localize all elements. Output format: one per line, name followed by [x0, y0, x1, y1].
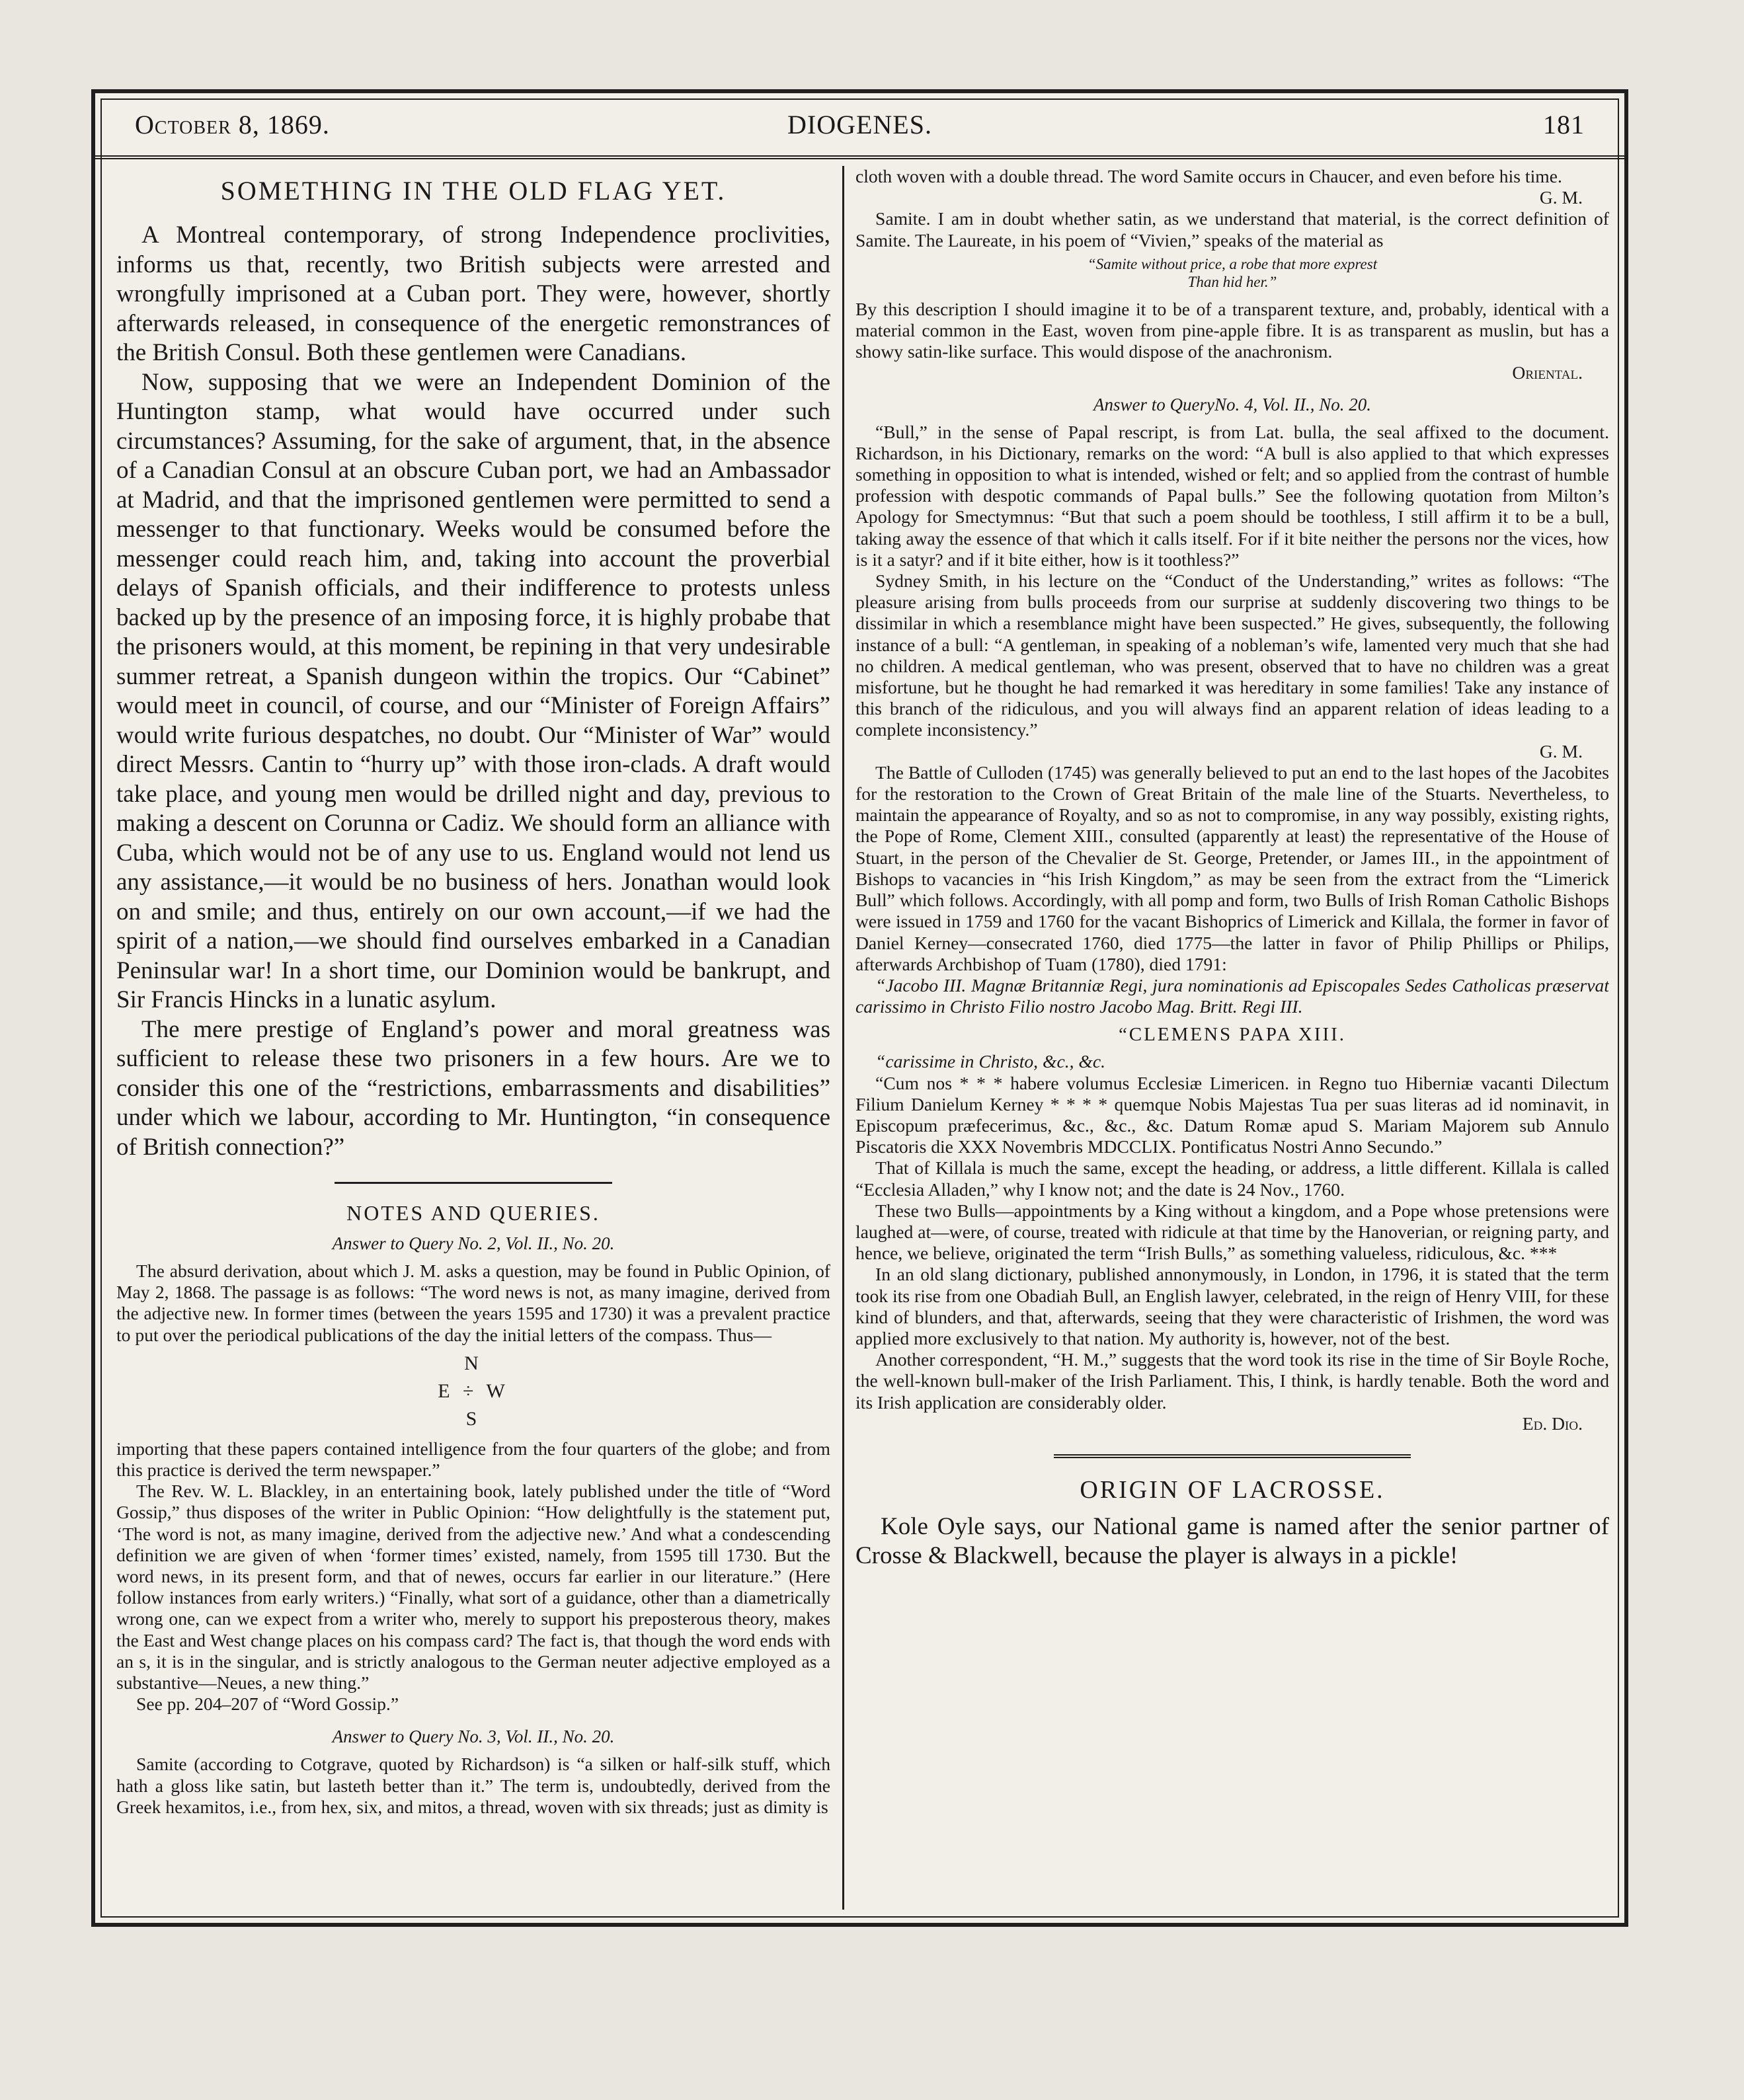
answer-paragraph: Sydney Smith, in his lecture on the “Conduct of the Understanding,” writes as follows: “The pleasure arising from bulls proceeds from our surprise at suddenly discovering two things to be dissimilar in which a resemblance might have been suspected.” He gives, subsequently, the following instance of a bull: “A gentleman, in speaking of a nobleman’s wife, lamented very much that she had no children. A medical gentleman, who was present, observed that to have no children was a great misfortune, but he thought he had remarked it was hereditary in some families! Take any instance of this branch of the ridiculous, and you will always find an apparent relation of ideas leading to a complete inconsistency.”: [855, 570, 1609, 740]
answer-2-body: [116, 1261, 830, 1715]
answer-3-body: [116, 1754, 830, 1818]
issue-date: October 8, 1869.: [135, 110, 330, 139]
page-number: 181: [1543, 110, 1585, 139]
compass-north: N: [464, 1352, 483, 1374]
article-paragraph: A Montreal contemporary, of strong Independence proclivities, informs us that, recently, two British subjects were arrested and wrongfully imprisoned at a Cuban port. They were, however, shortly afterwards released, in consequence of the energetic remonstrances of the British Consul. Both these gentlemen were Canadians.: [116, 221, 830, 366]
signature: G. M.: [1539, 187, 1583, 208]
answer-paragraph: “Bull,” in the sense of Papal rescript, is from Lat. bulla, the seal affixed to the document. Richardson, in his Dictionary, remarks on the word: “A bull is also applied to that which expresses something in opposition to what is intended, wished or felt; and so applied from the contrast of humble profession with despotic commands of Papal bulls.” See the following quotation from Milton’s Apology for Smectymnus: “But that such a poem should be toothless, I still affirm it to be a bull, taking away the essence of that which it calls itself. For if it bite neither the persons nor the vices, how is it a satyr? and if it bite either, how is it toothless?”: [855, 421, 1609, 570]
right-column: [855, 166, 1609, 1910]
answer-2-title: Answer to Query No. 2, Vol. II., No. 20.: [332, 1233, 615, 1253]
compass-east-west: E ÷ W: [438, 1380, 509, 1402]
samite-section: [855, 166, 1609, 384]
answer-paragraph: The Rev. W. L. Blackley, in an entertaining book, lately published under the title of “Word Gossip,” thus disposes of the writer in Public Opinion: “How delightfully is the statement put, ‘The word is not, as many imagine, derived from the adjective new.’ And what a condescending definition we are given of when ‘former times’ existed, namely, from 1595 till 1730. But the word news, in its present form, and that of newes, occurs far earlier in our literature.” (Here follow instances from early writers.) “Finally, what sort of a guidance, other than a diametrically wrong one, can we expect from a writer who, merely to support his preposterous theory, makes the East and West change places on his compass card? The fact is, that though the word ends with an s, it is in the singular, and is strictly analogous to the German neuter adjective employed as a substantive—Neues, a new thing.”: [116, 1481, 830, 1693]
latin-paragraph: “Jacobo III. Magnæ Britanniæ Regi, jura nominationis ad Episcopales Sedes Catholicas præservat carissimo in Christo Filio nostro Jacobo Mag. Britt. Regi III.: [855, 974, 1609, 1017]
compass-figure: [116, 1350, 830, 1433]
poem-line: “Samite without price, a robe that more exprest: [1087, 255, 1378, 272]
signature: Ed. Dio.: [1522, 1413, 1583, 1434]
answer-paragraph: See pp. 204–207 of “Word Gossip.”: [136, 1693, 399, 1715]
lacrosse-title: ORIGIN OF LACROSSE.: [1080, 1475, 1385, 1504]
poem-line: Than hid her.”: [1187, 273, 1277, 290]
answer-paragraph: These two Bulls—appointments by a King without a kingdom, and a Pope whose pretensions were laughed at—were, of course, treated with ridicule at that time by the Hanoverian, or reigning party, and hence, we believe, originated the term “Irish Bulls,” as something valueless, ridiculous, &c. ***: [855, 1200, 1609, 1264]
answer-paragraph: That of Killala is much the same, except the heading, or address, a little different. Killala is called “Ecclesia Alladen,” why I know not; and the date is 24 Nov., 1760.: [855, 1157, 1609, 1200]
page-header: [95, 93, 1624, 159]
clemens-heading: “CLEMENS PAPA XIII.: [1118, 1024, 1347, 1046]
latin-paragraph: “Cum nos * * * habere volumus Ecclesiæ Limericen. in Regno tuo Hiberniæ vacanti Dilectum Filium Danielum Kerney * * * * quemque Nobis Majestas Tua per suas literas ad id nominavit, in Episcopum præfecerimus, &c., &c., &c. Datum Romæ apud S. Mariam Majorem sub Annulo Piscatoris die XXX Novembris MDCCLIX. Pontificatus Nostri Anno Secundo.”: [855, 1072, 1609, 1157]
left-column: [116, 166, 830, 1910]
answer-3-title: Answer to Query No. 3, Vol. II., No. 20.: [332, 1727, 615, 1747]
signature: Oriental.: [1512, 362, 1583, 383]
article-paragraph: Now, supposing that we were an Independent Dominion of the Huntington stamp, what would have occurred under such circumstances? Assuming, for the sake of argument, that, in the absence of a Canadian Consul at an obscure Cuban port, we had an Ambassador at Madrid, and that the imprisoned gentlemen were permitted to send a messenger to that functionary. Weeks would be consumed before the messenger could reach him, and, taking into account the proverbial delays of Spanish officials, and their indifference to protests unless backed up by the presence of an imposing force, it is highly probabe that the prisoners would, at this moment, be repining in that very undesirable summer retreat, a Spanish dungeon within the tropics. Our “Cabinet” would meet in council, of course, and our “Minister of Foreign Affairs” would write furious despatches, no doubt. Our “Minister of War” would direct Messrs. Cantin to “hurry up” with those iron-clads. A draft would take place, and young men would be drilled night and day, previous to making a descent on Corunna or Cadiz. We should form an alliance with Cuba, which would not be of any use to us. England would not lend us any assistance,—it would be no business of hers. Jonathan would look on and smile; and thus, entirely on our own account,—if we had the spirit of a nation,—we should find ourselves embarked in a Canadian Peninsular war! In a short time, our Dominion would be bankrupt, and Sir Francis Hincks in a lunatic asylum.: [116, 368, 830, 1013]
latin-paragraph: “carissime in Christo, &c., &c.: [875, 1051, 1105, 1072]
article-title: SOMETHING IN THE OLD FLAG YET.: [220, 176, 727, 206]
column-divider: [842, 166, 844, 1910]
answer-paragraph: In an old slang dictionary, published annonymously, in London, in 1796, it is stated that the term took its rise from one Obadiah Bull, an English lawyer, celebrated, in the reign of Henry VIII, for these kind of blunders, and that, afterwards, seeing that they were characteristic of Irishmen, the word was applied more exclusively to that nation. My authority is, however, not of the best.: [855, 1264, 1609, 1348]
notes-title: NOTES AND QUERIES.: [346, 1201, 600, 1225]
samite-paragraph: Samite. I am in doubt whether satin, as we understand that material, is the correct definition of Samite. The Laureate, in his poem of “Vivien,” speaks of the material as: [855, 208, 1609, 251]
answer-paragraph: Samite (according to Cotgrave, quoted by Richardson) is “a silken or half-silk stuff, which hath a gloss like satin, but lasteth better than it.” The term is, undoubtedly, derived from the Greek hexamitos, i.e., from hex, six, and mitos, a thread, woven with six threads; just as dimity is: [116, 1754, 830, 1817]
lacrosse-paragraph: Kole Oyle says, our National game is named after the senior partner of Crosse & Blackwell, because the player is always in a pickle!: [855, 1512, 1609, 1570]
answer-4-title: Answer to QueryNo. 4, Vol. II., No. 20.: [1093, 394, 1371, 414]
answer-paragraph: The absurd derivation, about which J. M. asks a question, may be found in Public Opinion, of May 2, 1868. The passage is as follows: “The word news is not, as many imagine, derived from the adjective new. In former times (between the years 1595 and 1730) it was a prevalent practice to put over the periodical publications of the day the initial letters of the compass. Thus—: [116, 1261, 830, 1345]
answer-paragraph: Another correspondent, “H. M.,” suggests that the word took its rise in the time of Sir Boyle Roche, the well-known bull-maker of the Irish Parliament. This, I think, is hardly tenable. Both the word and its Irish application are considerably older.: [855, 1349, 1609, 1413]
signature: G. M.: [1539, 740, 1583, 761]
section-rule: [335, 1182, 612, 1184]
masthead-title: DIOGENES.: [787, 110, 932, 139]
section-rule: [1054, 1454, 1411, 1458]
continued-paragraph: cloth woven with a double thread. The word Samite occurs in Chaucer, and even before his time.: [855, 166, 1562, 186]
samite-paragraph: By this description I should imagine it to be of a transparent texture, and, probably, identical with a material common in the East, woven from pine-apple fibre. It is as transparent as muslin, but has a showy satin-like surface. This would dispose of the anachronism.: [855, 298, 1609, 362]
compass-south: S: [465, 1407, 481, 1430]
article-body: [116, 221, 830, 1162]
article-paragraph: The mere prestige of England’s power and moral greatness was sufficient to release these two prisoners in a few hours. Are we to consider this one of the “restrictions, embarrassments and disabilities” under which we labour, according to Mr. Huntington, “in consequence of British connection?”: [116, 1015, 830, 1161]
newspaper-page: [91, 89, 1628, 1927]
answer-4-body: [855, 422, 1609, 1434]
poem-quote: [855, 255, 1609, 291]
answer-paragraph: importing that these papers contained intelligence from the four quarters of the globe; and from this practice is derived the term newspaper.”: [116, 1438, 830, 1481]
lacrosse-body: [855, 1512, 1609, 1571]
answer-paragraph: The Battle of Culloden (1745) was generally believed to put an end to the last hopes of the Jacobites for the restoration to the Crown of Great Britain of the male line of the Stuarts. Nevertheless, to maintain the appearance of Royalty, and so as not to compromise, in any way possibly, existing rights, the Pope of Rome, Clement XIII., consulted (apparently at least) the representative of the House of Stuart, in the person of the Chevalier de St. George, Pretender, or James III., in the appointment of Bishops to vacancies in “his Irish Kingdom,” as may be seen from the extract from the “Limerick Bull” which follows. Accordingly, with all pomp and form, two Bulls of Irish Roman Catholic Bishops were issued in 1759 and 1760 for the vacant Bishoprics of Limerick and Killala, the former in favor of Daniel Kerney—consecrated 1760, died 1775—the latter in favor of Philip Phillips or Philips, afterwards Archbishop of Tuam (1780), died 1791:: [855, 761, 1609, 974]
